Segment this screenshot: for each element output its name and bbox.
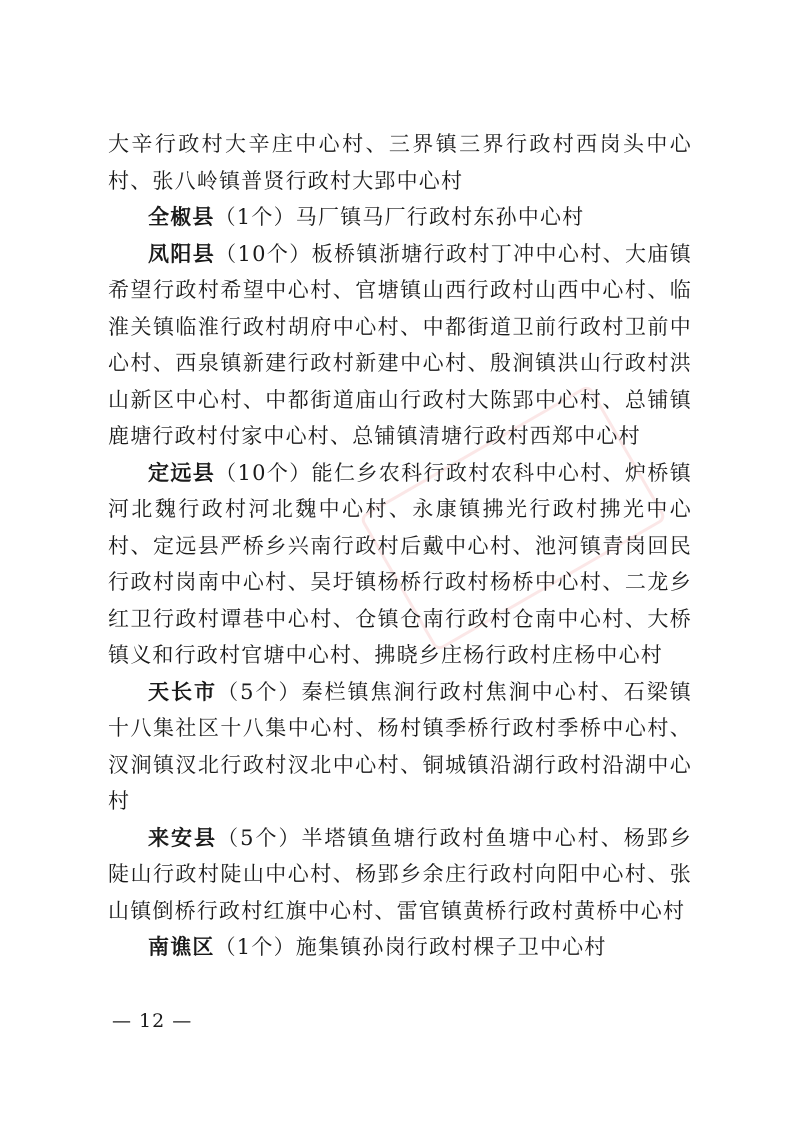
paragraph-fengyang	[108, 236, 692, 455]
county-name: 凤阳县	[148, 241, 216, 266]
paragraph-continuation	[108, 126, 692, 199]
paragraph-nanqiao	[108, 929, 692, 966]
paragraph-text: （1个）马厂镇马厂行政村东孙中心村	[214, 205, 585, 229]
paragraph-text: 大辛行政村大辛庄中心村、三界镇三界行政村西岗头中心村、张八岭镇普贤行政村大郢中心村	[108, 132, 692, 193]
page-number: — 12 —	[112, 1010, 193, 1032]
document-body	[108, 126, 692, 966]
paragraph-text: （5个）秦栏镇焦涧行政村焦涧中心村、石梁镇十八集社区十八集中心村、杨村镇季桥行政村季桥中心村、汊涧镇汊北行政村汊北中心村、铜城镇沿湖行政村沿湖中心村	[108, 679, 692, 813]
paragraph-laian	[108, 820, 692, 930]
county-name: 来安县	[148, 825, 218, 850]
paragraph-tianchang	[108, 674, 692, 820]
paragraph-text: （10个）能仁乡农科行政村农科中心村、炉桥镇河北魏行政村河北魏中心村、永康镇拂光行政村拂光中心村、定远县严桥乡兴南行政村后戴中心村、池河镇青岗回民行政村岗南中心村、吴圩镇杨桥行政村杨桥中心村、二龙乡红卫行政村谭巷中心村、仓镇仓南行政村仓南中心村、大桥镇义和行政村官塘中心村、拂晓乡庄杨行政村庄杨中心村	[108, 460, 692, 667]
county-name: 定远县	[148, 460, 216, 485]
paragraph-text: （1个）施集镇孙岗行政村棵子卫中心村	[214, 935, 607, 959]
paragraph-text: （10个）板桥镇浙塘行政村丁冲中心村、大庙镇希望行政村希望中心村、官塘镇山西行政村山西中心村、临淮关镇临淮行政村胡府中心村、中都街道卫前行政村卫前中心村、西泉镇新建行政村新建中心村、殷涧镇洪山行政村洪山新区中心村、中都街道庙山行政村大陈郢中心村、总铺镇鹿塘行政村付家中心村、总铺镇清塘行政村西郑中心村	[108, 241, 692, 448]
paragraph-quanjiao	[108, 199, 692, 236]
county-name: 南谯区	[148, 935, 215, 959]
paragraph-text: （5个）半塔镇鱼塘行政村鱼塘中心村、杨郢乡陡山行政村陡山中心村、杨郢乡余庄行政村向阳中心村、张山镇倒桥行政村红旗中心村、雷官镇黄桥行政村黄桥中心村	[108, 825, 692, 923]
county-name: 天长市	[148, 679, 218, 704]
county-name: 全椒县	[148, 205, 215, 229]
paragraph-dingyuan	[108, 455, 692, 674]
